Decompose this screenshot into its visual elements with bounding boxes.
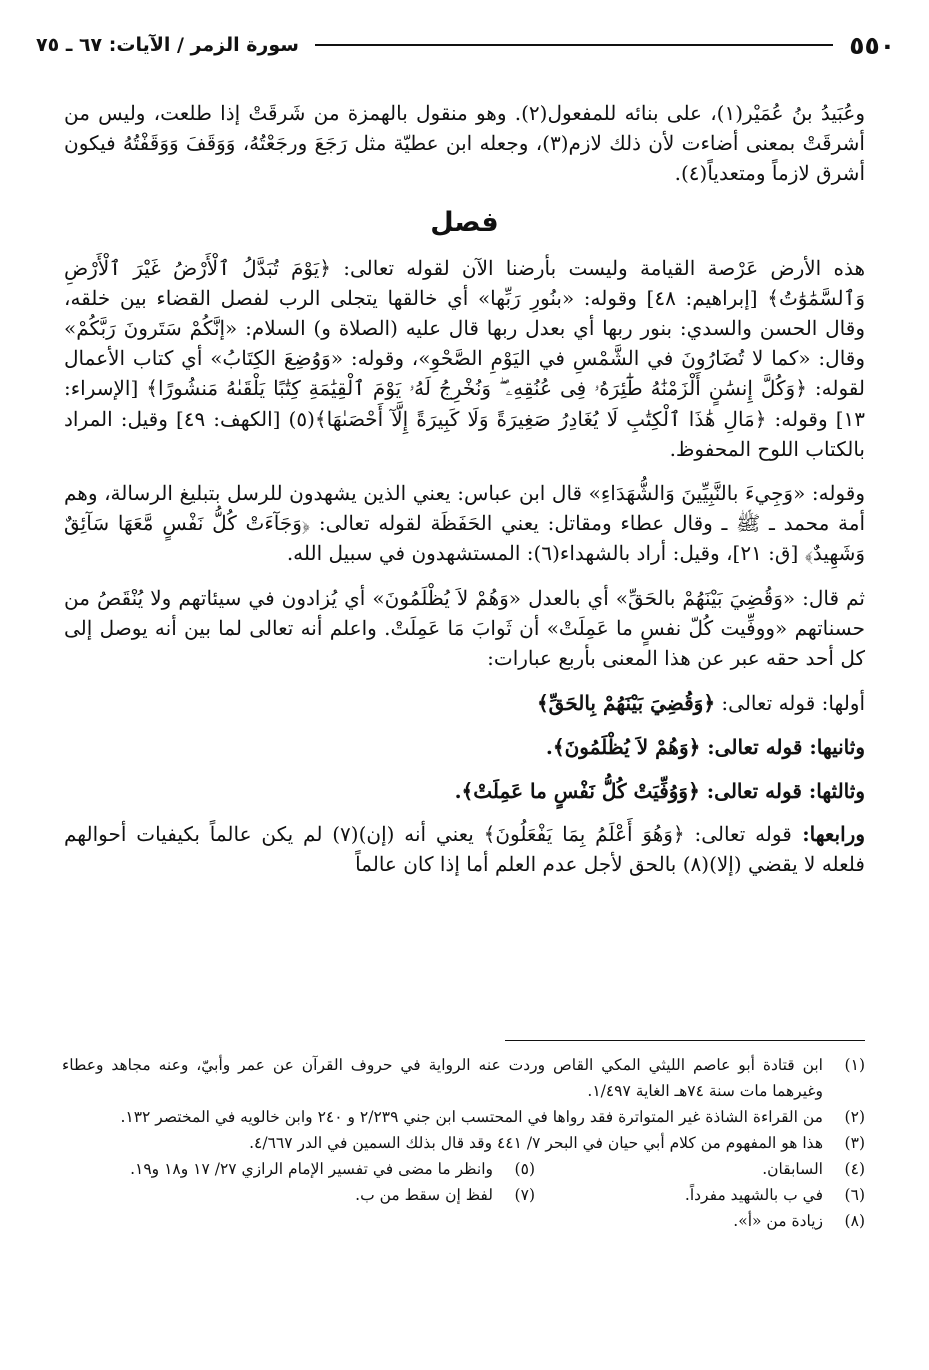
footnote-number: (٥) <box>514 1160 535 1178</box>
footnote-5 <box>62 1156 535 1182</box>
item-3-lead: وثالثها: قوله تعالى: <box>699 779 865 804</box>
item-2-quote: ﴿وَهُمْ لاَ يُظْلَمُونَ﴾. <box>545 735 701 760</box>
paragraph-4: ثم قال: «وَقُضِيَ بَيْنَهُمْ بالحَقِّ» أي بالعدل «وَهُمْ لاَ يُظْلَمُونَ» أي يُزادون في سيئاتهم ولا يُنْقَصُ من حسناتهم «ووفِّيت كُلّ نفسٍ ما عَمِلَتْ» أن ثَوابَ مَا عَمِلَتْ. واعلم أنه تعالى لما بين أنه يوصل إلى كل أحد حقه عبر عن هذا المعنى بأربع عبارات: <box>64 585 866 671</box>
list-item-1 <box>64 687 865 719</box>
footnote-number: (١) <box>844 1056 865 1074</box>
header-title: سورة الزمر / الآيات: ٦٧ ـ ٧٥ <box>36 34 299 56</box>
footnote-number: (٣) <box>844 1134 865 1152</box>
main-text <box>64 98 865 880</box>
footnote-6 <box>535 1182 865 1208</box>
footnote-text: لفظ إن سقط من ب. <box>355 1186 493 1204</box>
header-rule <box>315 44 833 46</box>
paragraph-1: وعُبَيدُ بنُ عُمَيْر(١)، على بنائه للمفعول(٢). وهو منقول بالهمزة من شَرقَتْ إذا طلعت، وليس من أشرقَتْ بمعنى أضاءت لأن ذلك لازم(٣)، وجعله ابن عطيّة مثل رَجَعَ ورجَعْتُهُ، وَوَقَفَ وَوَقَفْتُهُ فيكون أشرق لازماً ومتعدياً(٤). <box>64 101 865 186</box>
footnote-7 <box>62 1182 535 1208</box>
footnote-4 <box>535 1156 865 1182</box>
footnote-text: هذا هو المفهوم من كلام أبي حيان في البحر ٧/ ٤٤١ وقد قال بذلك السمين في الدر ٤/٦٦٧. <box>249 1134 823 1152</box>
list-item-2 <box>64 731 865 763</box>
footnote-3 <box>62 1130 865 1156</box>
footnote-separator <box>505 1040 865 1041</box>
footnote-number: (٨) <box>844 1212 865 1230</box>
footnote-text: وانظر ما مضى في تفسير الإمام الرازي ٢٧/ ١٧ و١٨ و١٩. <box>130 1160 493 1178</box>
footnote-2 <box>62 1104 865 1130</box>
item-4-text: قوله تعالى: ﴿وَهُوَ أَعْلَمُ بِمَا يَفْعَلُونَ﴾ يعني أنه (إن)(٧) لم يكن عالماً بكيفيات أحوالهم فلعله لا يقضي (إلا)(٨) بالحق لأجل عدم العلم أما إذا كان عالماً <box>64 822 865 877</box>
footnote-number: (٦) <box>844 1186 865 1204</box>
item-4-lead: ورابعها: <box>791 822 865 847</box>
footnote-row-4-5 <box>62 1156 865 1182</box>
footnote-text: زيادة من «أ». <box>733 1212 823 1230</box>
footnote-8 <box>62 1208 865 1234</box>
footnote-text: ابن قتادة أبو عاصم الليثي المكي القاص وردت عنه الرواية في حروف القرآن عن عمر وأبيّ، وعنه مجاهد وعطاء وغيرهما مات سنة ٧٤هـ الغاية ١/٤٩٧. <box>62 1056 823 1100</box>
list-item-4 <box>64 819 865 879</box>
footnote-row-6-7 <box>62 1182 865 1208</box>
item-1-lead: أولها: قوله تعالى: <box>715 691 865 716</box>
footnote-1 <box>62 1052 865 1104</box>
item-3-quote: ﴿وَوُفِّيَتْ كُلُّ نَفْسٍ ما عَمِلَتْ﴾. <box>454 779 700 804</box>
paragraph-3: وقوله: «وَجِيءَ بالنَّبِيِّينَ وَالشُّهَدَاءِ» قال ابن عباس: يعني الذين يشهدون للرسل بتبليغ الرسالة، وهم أمة محمد ـ ﷺ ـ وقال عطاء ومقاتل: يعني الحَفَظَة لقوله تعالى: ﴿وَجَآءَتْ كُلُّ نَفْسٍ مَّعَهَا سَآئِقٌ وَشَهِيدٌ﴾ [ق: ٢١]، وقيل: أراد بالشهداء(٦): المستشهدون في سبيل الله. <box>64 481 865 566</box>
item-1-quote: ﴿وَقُضِيَ بَيْنَهُمْ بِالحَقِّ﴾ <box>536 691 716 716</box>
paragraph-2: هذه الأرض عَرْصة القيامة وليست بأرضنا الآن لقوله تعالى: ﴿يَوْمَ تُبَدَّلُ ٱلْأَرْضُ غَيْرَ ٱلْأَرْضِ وَٱلسَّمَٰوَٰتُ﴾ [إبراهيم: ٤٨] وقوله: «بنُورِ رَبِّها» أي خالقها يتجلى الرب لفصل القضاء بين خلقه، وقال الحسن والسدي: بنور ربها أي بعدل ربها قال عليه (الصلاة و) السلام: «إنَّكُمْ سَتَرونَ رَبَّكُمْ» وقال: «كما لا تُضَارُونَ في الشَّمْسِ في اليَوْمِ الصَّحْوِ»، وقوله: «وَوُضِعَ الكِتَابُ» أي كتاب الأعمال لقوله: ﴿وَكُلَّ إِنسَٰنٍ أَلْزَمْنَٰهُ طَٰٓئِرَهُۥ فِى عُنُقِهِۦ ۖ وَنُخْرِجُ لَهُۥ يَوْمَ ٱلْقِيَٰمَةِ كِتَٰبًا يَلْقَىٰهُ مَنشُورًا﴾ [الإسراء: ١٣] وقوله: ﴿مَالِ هَٰذَا ٱلْكِتَٰبِ لَا يُغَادِرُ صَغِيرَةً وَلَا كَبِيرَةً إِلَّآ أَحْصَىٰهَا﴾(٥) [الكهف: ٤٩] وقيل: المراد بالكتاب اللوح المحفوظ. <box>64 255 865 461</box>
section-heading: فصل <box>430 206 499 238</box>
page-number: ٥٥٠ <box>849 30 895 60</box>
footnote-text: في ب بالشهيد مفرداً. <box>684 1186 823 1204</box>
item-2-lead: وثانيها: قوله تعالى: <box>700 735 865 760</box>
running-header <box>36 30 895 60</box>
list-item-3 <box>64 775 865 807</box>
footnote-text: السابقان. <box>762 1160 823 1178</box>
footnote-number: (٧) <box>514 1186 535 1204</box>
footnotes <box>62 1052 865 1234</box>
footnote-text: من القراءة الشاذة غير المتواترة فقد رواها في المحتسب ابن جني ٢/٢٣٩ و ٢٤٠ وابن خالويه في المختصر ١٣٢. <box>120 1108 823 1126</box>
footnote-number: (٢) <box>844 1108 865 1126</box>
footnote-number: (٤) <box>844 1160 865 1178</box>
